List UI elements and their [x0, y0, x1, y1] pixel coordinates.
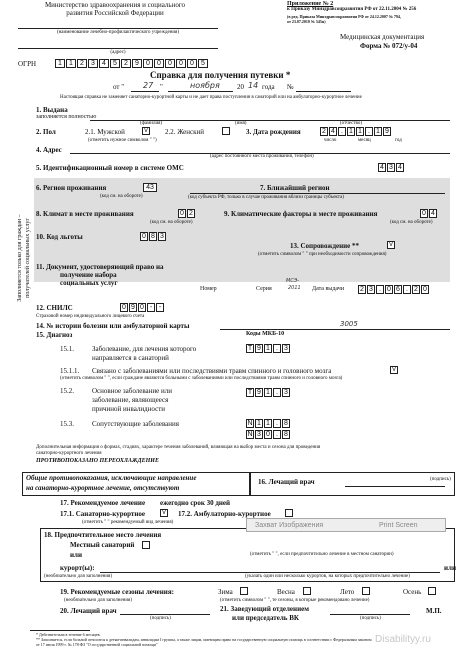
- s19-autumn: Осень: [403, 588, 422, 596]
- s15-1-text-2: направляется в санаторий: [92, 354, 169, 362]
- s15-2-text-1: Основное заболевание или: [92, 387, 172, 395]
- date-quote: ": [160, 83, 163, 91]
- s15-3-num: 15.3.: [60, 420, 74, 428]
- char-cell[interactable]: 2: [412, 285, 420, 294]
- appendix-note-1: (в ред. Приказа Минздравсоцразвития РФ от 24.12.2007 № 794,: [287, 14, 401, 19]
- s19-winter: Зима: [218, 588, 233, 596]
- s4-caption: (адрес постоянного места проживания, телефон): [210, 154, 314, 159]
- char-cell[interactable]: 8: [282, 419, 290, 428]
- s15-3-text: Сопутствующие заболевания: [92, 420, 179, 428]
- s18-hint-1: (отметить " ", если предпочтительно лечение в местном санатории): [250, 552, 394, 557]
- ministry-line-1: Министерство здравоохранения и социального: [44, 1, 186, 9]
- s16-box-line-1: Общие противопоказания, исключающие направление: [26, 474, 197, 482]
- s18-resort-line: [100, 572, 440, 573]
- char-cell[interactable]: 3: [158, 232, 166, 241]
- s3-caption-month: месяц: [358, 138, 371, 143]
- form-number: Форма № 072/у-04: [360, 42, 418, 50]
- s16-box-line-2: на санаторно-курортное лечение, отсутствуют: [26, 484, 180, 492]
- s21-sign: (подпись): [360, 616, 381, 621]
- date-from: от ": [113, 83, 125, 91]
- appendix-title: Приложение № 2: [287, 1, 334, 7]
- char-cell[interactable]: 9: [255, 344, 263, 353]
- s2-label: 2. Пол: [36, 128, 56, 136]
- s15-1-text-1: Заболевание, для лечения которого: [92, 345, 197, 353]
- s16-line: [345, 486, 445, 487]
- char-cell[interactable]: 9: [132, 59, 142, 68]
- char-cell[interactable]: 0: [420, 209, 428, 218]
- char-cell[interactable]: 1: [55, 59, 65, 68]
- char-cell[interactable]: 0: [140, 232, 148, 241]
- s19-autumn-checkbox[interactable]: [428, 587, 436, 595]
- date-day-line: [131, 91, 159, 92]
- char-cell[interactable]: 0: [385, 285, 393, 294]
- footnote-separator: [30, 630, 90, 631]
- char-cell[interactable]: 5: [110, 59, 120, 68]
- char-cell[interactable]: 4: [329, 127, 337, 136]
- s15-contraindication: ПРОТИВОПОКАЗАНО ПЕРЕОХЛАЖДЕНИЕ: [36, 458, 159, 464]
- s18-resort: курорт(ы):: [60, 564, 95, 572]
- s11-label-3: социальных услуг: [60, 279, 118, 287]
- char-cell[interactable]: 0: [176, 59, 186, 68]
- char-cell[interactable]: .: [338, 127, 346, 136]
- s12-caption: Страховой номер индивидуального лицевого счета: [36, 314, 145, 319]
- watermark: Disabilityy.ru: [375, 634, 431, 645]
- document-title: Справка для получения путевки *: [150, 70, 291, 80]
- s3-label: 3. Дата рождения: [246, 128, 301, 136]
- char-cell[interactable]: 1: [356, 127, 364, 136]
- s19-caption-2: (отметить символом " ", те сезоны, в которые рекомендовано лечение): [220, 598, 370, 603]
- char-cell[interactable]: 5: [198, 59, 208, 68]
- char-cell[interactable]: 0: [178, 209, 186, 218]
- s14-value: 3005: [340, 320, 358, 328]
- s21-label-2: или председатель ВК: [232, 614, 299, 622]
- date-month: ноября: [190, 81, 220, 90]
- date-day: 27: [143, 81, 154, 90]
- s2-female-label: 2.2. Женский: [165, 128, 205, 136]
- s13-label: 13. Сопровождение **: [290, 242, 360, 250]
- screenshot-tooltip[interactable]: [246, 518, 446, 532]
- s15-extra-2: санаторно-курортного лечения: [36, 451, 102, 456]
- char-cell[interactable]: 4: [429, 209, 437, 218]
- char-cell[interactable]: 3: [282, 388, 290, 397]
- institution-line: [18, 28, 218, 29]
- char-cell[interactable]: .: [365, 127, 373, 136]
- s7-label: 7. Ближайший регион: [260, 184, 330, 192]
- s2-female-checkbox[interactable]: [222, 127, 230, 135]
- char-cell[interactable]: .: [403, 285, 411, 294]
- footnote-3: от 17 июля 1999 г. № 178-ФЗ "О государственной социальной помощи": [36, 642, 158, 647]
- s11-label-2: получение набора: [60, 271, 117, 279]
- char-cell[interactable]: 9: [255, 388, 263, 397]
- s18-label: 18. Предпочтительное место лечения: [44, 531, 162, 539]
- char-cell[interactable]: 1: [264, 344, 272, 353]
- s15-1-num: 15.1.: [60, 345, 74, 353]
- s15-2-text-3: причиной инвалидности: [92, 405, 166, 413]
- s18-optional: (необязательно для заполнения): [44, 574, 112, 579]
- date-year-suffix: года: [262, 83, 275, 91]
- char-cell[interactable]: 0: [264, 430, 272, 439]
- char-cell[interactable]: 4: [396, 163, 404, 172]
- char-cell[interactable]: 3: [88, 59, 98, 68]
- char-cell[interactable]: 1: [264, 419, 272, 428]
- s17-opt2-checkbox[interactable]: [285, 509, 293, 517]
- s19-label: 19. Рекомендуемые сезоны лечения:: [60, 588, 174, 596]
- char-cell[interactable]: 1: [255, 419, 263, 428]
- s11-series-label: Серия: [256, 286, 272, 292]
- char-cell[interactable]: .: [273, 430, 281, 439]
- s19-caption-1: (необязательно для заполнения): [64, 598, 132, 603]
- char-cell[interactable]: -: [147, 303, 155, 312]
- s4-label: 4. Адрес: [36, 146, 62, 154]
- char-cell[interactable]: 6: [394, 285, 402, 294]
- s15-1-1-checkbox[interactable]: V: [391, 367, 396, 373]
- ministry-line-2: развития Российской Федерации: [66, 9, 164, 17]
- s15-1-1-text: Связано с заболеваниями или последствиями травм спинного и головного мозга: [92, 367, 332, 375]
- s3-caption-year: год: [395, 138, 402, 143]
- s3-caption-day: число: [324, 138, 337, 143]
- address-line: [18, 48, 218, 49]
- s8-caption: (код см. на обороте): [150, 220, 193, 225]
- s21-line: [330, 614, 410, 615]
- s19-spring: Весна: [277, 588, 295, 596]
- s15-label: 15. Диагноз: [36, 331, 73, 339]
- s16-label: 16. Лечащий врач: [258, 478, 315, 486]
- s2-hint: (отметить нужное символом " "): [88, 138, 157, 143]
- s18-or-1: или: [70, 551, 82, 559]
- s11-date-label: Дата выдачи: [312, 286, 345, 292]
- s11-label-1: 11. Документ, удостоверяющий право на: [36, 263, 164, 271]
- char-cell[interactable]: T: [247, 345, 253, 352]
- s21-mp: М.П.: [426, 607, 442, 615]
- char-cell[interactable]: 4: [378, 163, 386, 172]
- char-cell[interactable]: 9: [383, 127, 391, 136]
- s14-line: [220, 329, 450, 330]
- char-cell[interactable]: 3: [282, 344, 290, 353]
- s17-label: 17. Рекомендуемое лечение: [60, 499, 146, 507]
- side-text-1: Заполняется только для граждан –: [17, 214, 23, 302]
- date-number-line: [296, 91, 351, 92]
- s12-label: 12. СНИЛС: [36, 304, 73, 312]
- s15-1-1-hint: (отметить символом " ", если граждане являются больными с заболеваниями или последствиями травм спинного и головного мозга): [60, 376, 343, 381]
- s17-opt2: 17.2. Амбулаторно-курортное: [178, 510, 271, 518]
- s1-sub: заполняется полностью: [36, 114, 97, 120]
- char-cell[interactable]: 1: [264, 388, 272, 397]
- s20-label: 20. Лечащий врач: [60, 607, 117, 615]
- char-cell[interactable]: T: [247, 389, 253, 396]
- char-cell[interactable]: 3: [367, 285, 375, 294]
- s18-hint-2: (указать один или несколько курортов, на которых предпочтительно лечение): [245, 574, 410, 579]
- date-month-line: [168, 91, 233, 92]
- s15-extra-1: Дополнительная информация о формах, стадиях, характере течения заболеваний, влияющая на выбор места и сезона для проведения: [36, 445, 321, 450]
- s18-or-2: или: [444, 564, 456, 572]
- s1-caption-surname: (фамилия): [140, 121, 163, 126]
- char-cell[interactable]: 2: [77, 59, 87, 68]
- s9-caption: (код см. на обороте): [390, 220, 433, 225]
- s6-caption: (код см. на обороте): [100, 194, 143, 199]
- s17-opt1: 17.1. Санаторно-курортное: [60, 510, 145, 518]
- s19-winter-checkbox[interactable]: [240, 587, 248, 595]
- s9-label: 9. Климатические факторы в месте проживания: [224, 210, 378, 218]
- footnote-2: ** Заполняется, если больной относится к детям-инвалидам, инвалидам I группы, а также лицам, имеющим право на государственную социальную помощь в соответствии с Федеральным законом: [36, 637, 372, 642]
- s1-caption-patronymic: (отчество): [340, 121, 363, 126]
- s5-label: 5. Идентификационный номер в системе ОМС: [36, 164, 184, 172]
- char-cell[interactable]: .: [376, 285, 384, 294]
- s13-checkbox[interactable]: V: [388, 242, 393, 248]
- char-cell[interactable]: 0: [421, 285, 429, 294]
- char-cell[interactable]: 0: [120, 303, 128, 312]
- char-cell[interactable]: 0: [165, 59, 175, 68]
- s18-local-checkbox[interactable]: [142, 541, 150, 549]
- char-cell[interactable]: -: [156, 303, 164, 312]
- tooltip-label: Захват Изображения: [255, 522, 324, 529]
- s11-series-value: МСЭ-: [286, 278, 300, 284]
- s6-value[interactable]: 43: [143, 183, 157, 192]
- address-caption: (адрес): [110, 50, 126, 55]
- char-cell[interactable]: .: [273, 344, 281, 353]
- s11-series-value-2: 2011: [288, 285, 301, 291]
- s1-caption-name: (имя): [235, 121, 247, 126]
- s1-label: 1. Выдана: [36, 106, 68, 114]
- char-cell[interactable]: 0: [154, 59, 164, 68]
- s15-2-text-2: заболевание, являющееся: [92, 396, 169, 404]
- s15-2-num: 15.2.: [60, 387, 74, 395]
- s18-local: Местный санаторий: [70, 541, 135, 549]
- s13-hint: (отметить символом " " при необходимости сопровождения): [258, 252, 387, 257]
- char-cell[interactable]: 1: [66, 59, 76, 68]
- appendix-order: к Приказу Минздравсоцразвития РФ от 22.11.2004 № 256: [287, 7, 417, 12]
- char-cell[interactable]: 0: [138, 303, 146, 312]
- s14-label: 14. № истории болезни или амбулаторной карты: [36, 322, 190, 330]
- s17-hint: (отметить " " рекомендуемый вид лечения): [82, 520, 174, 525]
- appendix-note-2: от 23.07.2010 № 545н): [287, 19, 326, 24]
- char-cell[interactable]: 3: [387, 163, 395, 172]
- s17-term: ежегодно срок 30 дней: [160, 499, 231, 507]
- ogrn-label: ОГРН: [18, 60, 37, 68]
- date-year-prefix: 20: [237, 83, 244, 91]
- s15-1-1-num: 15.1.1.: [60, 367, 80, 375]
- tooltip-shortcut: Print Screen: [379, 522, 418, 529]
- s7-caption: (код субъекта РФ, только в случае проживания вблизи границы субъекта): [188, 195, 344, 200]
- char-cell[interactable]: .: [273, 419, 281, 428]
- char-cell[interactable]: 4: [99, 59, 109, 68]
- char-cell[interactable]: 8: [282, 430, 290, 439]
- s2-male-checkbox[interactable]: V: [143, 128, 148, 134]
- s16-sign: (подпись): [430, 477, 451, 482]
- char-cell[interactable]: 2: [121, 59, 131, 68]
- char-cell[interactable]: 2: [358, 285, 366, 294]
- char-cell[interactable]: 2: [187, 209, 195, 218]
- institution-caption: (наименование лечебно-профилактического учреждения): [56, 30, 180, 35]
- char-cell[interactable]: N: [247, 420, 253, 427]
- date-number-label: №: [287, 83, 294, 91]
- footnote-1: * Действительна в течение 6 месяцев.: [36, 632, 101, 637]
- s6-label: 6. Регион проживания: [36, 184, 107, 192]
- char-cell[interactable]: 8: [149, 232, 157, 241]
- s11-number-label: Номер: [200, 286, 217, 292]
- s20-sign: (подпись): [150, 616, 171, 621]
- s21-label-1: 21. Заведующий отделением: [220, 605, 309, 613]
- char-cell[interactable]: 1: [374, 127, 382, 136]
- char-cell[interactable]: 9: [129, 303, 137, 312]
- char-cell[interactable]: 3: [255, 430, 263, 439]
- char-cell[interactable]: 2: [320, 127, 328, 136]
- s15-mkb: Коды МКБ-10: [246, 331, 285, 337]
- medical-documentation: Медицинская документация: [340, 33, 425, 41]
- char-cell[interactable]: 1: [347, 127, 355, 136]
- char-cell[interactable]: 0: [143, 59, 153, 68]
- s19-spring-checkbox[interactable]: [303, 587, 311, 595]
- s2-male-label: 2.1. Мужской: [85, 128, 125, 136]
- char-cell[interactable]: .: [273, 388, 281, 397]
- date-year: 14: [248, 81, 259, 90]
- s8-label: 8. Климат в месте проживания: [36, 210, 134, 218]
- s7-line: [190, 193, 445, 194]
- s20-line: [120, 614, 210, 615]
- s17-opt1-checkbox[interactable]: V: [161, 510, 166, 516]
- s19-summer: Лето: [340, 588, 355, 596]
- s19-summer-checkbox[interactable]: [362, 587, 370, 595]
- char-cell[interactable]: 0: [187, 59, 197, 68]
- char-cell[interactable]: N: [247, 431, 253, 438]
- s10-label: 10. Код льготы: [36, 233, 83, 241]
- notice-text: Настоящая справка не заменяет санаторно-курортной карты и не дает права поступления в санаторий или на амбулаторно-курортное лечение: [60, 95, 362, 100]
- side-text-2: получателей социальных услуг: [25, 218, 31, 298]
